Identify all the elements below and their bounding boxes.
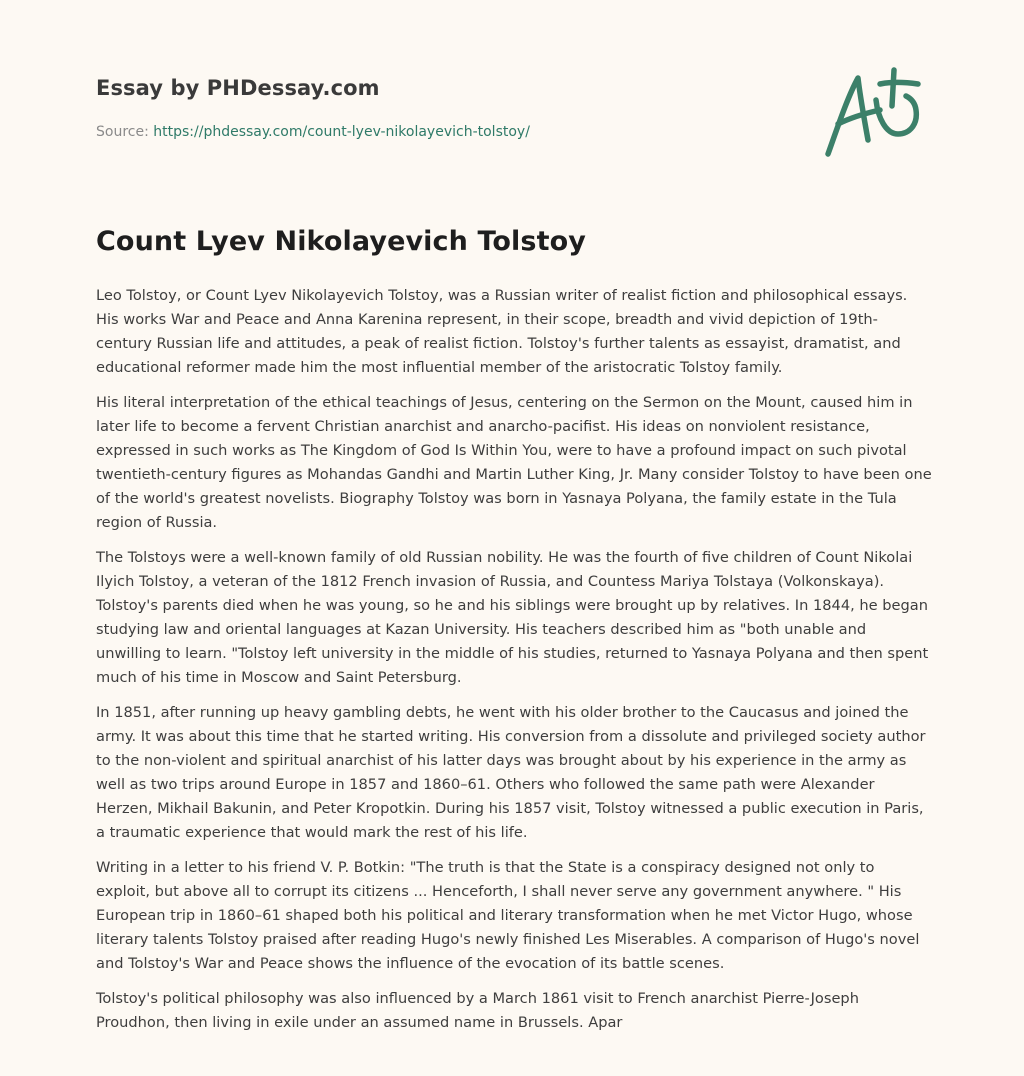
- source-link[interactable]: https://phdessay.com/count-lyev-nikolayevich-tolstoy/: [153, 124, 530, 140]
- a-plus-grade-icon: [824, 66, 928, 162]
- source-line: [96, 124, 530, 140]
- source-label: Source:: [96, 124, 149, 140]
- essay-paragraph: The Tolstoys were a well-known family of old Russian nobility. He was the fourth of five children of Count Nikolai Ilyich Tolstoy, a veteran of the 1812 French invasion of Russia, and Countess Mariya Tolstaya (Volkonskaya). Tolstoy's parents died when he was young, so he and his siblings were brought up by relatives. In 1844, he began studying law and oriental languages at Kazan University. His teachers described him as "both unable and unwilling to learn. "Tolstoy left university in the middle of his studies, returned to Yasnaya Polyana and then spent much of his time in Moscow and Saint Petersburg.: [96, 549, 929, 686]
- essay-paragraph: His literal interpretation of the ethical teachings of Jesus, centering on the Sermon on the Mount, caused him in later life to become a fervent Christian anarchist and anarcho-pacifist. His ideas on nonviolent resistance, expressed in such works as The Kingdom of God Is Within You, were to have a profound impact on such pivotal twentieth-century figures as Mohandas Gandhi and Martin Luther King, Jr. Many consider Tolstoy to have been one of the world's greatest novelists. Biography Tolstoy was born in Yasnaya Polyana, the family estate in the Tula region of Russia.: [96, 394, 932, 531]
- essay-title: Count Lyev Nikolayevich Tolstoy: [96, 226, 586, 257]
- essay-paragraph: Tolstoy's political philosophy was also influenced by a March 1861 visit to French anarchist Pierre-Joseph Proudhon, then living in exile under an assumed name in Brussels. Apar: [96, 990, 859, 1031]
- essay-paragraph: In 1851, after running up heavy gambling debts, he went with his older brother to the Caucasus and joined the army. It was about this time that he started writing. His conversion from a dissolute and privileged society author to the non-violent and spiritual anarchist of his latter days was brought about by his experience in the army as well as two trips around Europe in 1857 and 1860–61. Others who followed the same path were Alexander Herzen, Mikhail Bakunin, and Peter Kropotkin. During his 1857 visit, Tolstoy witnessed a public execution in Paris, a traumatic experience that would mark the rest of his life.: [96, 704, 926, 841]
- essay-paragraph: Leo Tolstoy, or Count Lyev Nikolayevich Tolstoy, was a Russian writer of realist fiction and philosophical essays. His works War and Peace and Anna Karenina represent, in their scope, breadth and vivid depiction of 19th-century Russian life and attitudes, a peak of realist fiction. Tolstoy's further talents as essayist, dramatist, and educational reformer made him the most influential member of the aristocratic Tolstoy family.: [96, 287, 908, 376]
- essay-paragraph: Writing in a letter to his friend V. P. Botkin: "The truth is that the State is a conspiracy designed not only to exploit, but above all to corrupt its citizens ... Henceforth, I shall never serve any government anywhere. " His European trip in 1860–61 shaped both his political and literary transformation when he met Victor Hugo, whose literary talents Tolstoy praised after reading Hugo's newly finished Les Miserables. A comparison of Hugo's novel and Tolstoy's War and Peace shows the influence of the evocation of its battle scenes.: [96, 859, 920, 972]
- page-header: [96, 72, 928, 182]
- site-title: Essay by PHDessay.com: [96, 76, 380, 100]
- essay-body: [96, 284, 932, 1046]
